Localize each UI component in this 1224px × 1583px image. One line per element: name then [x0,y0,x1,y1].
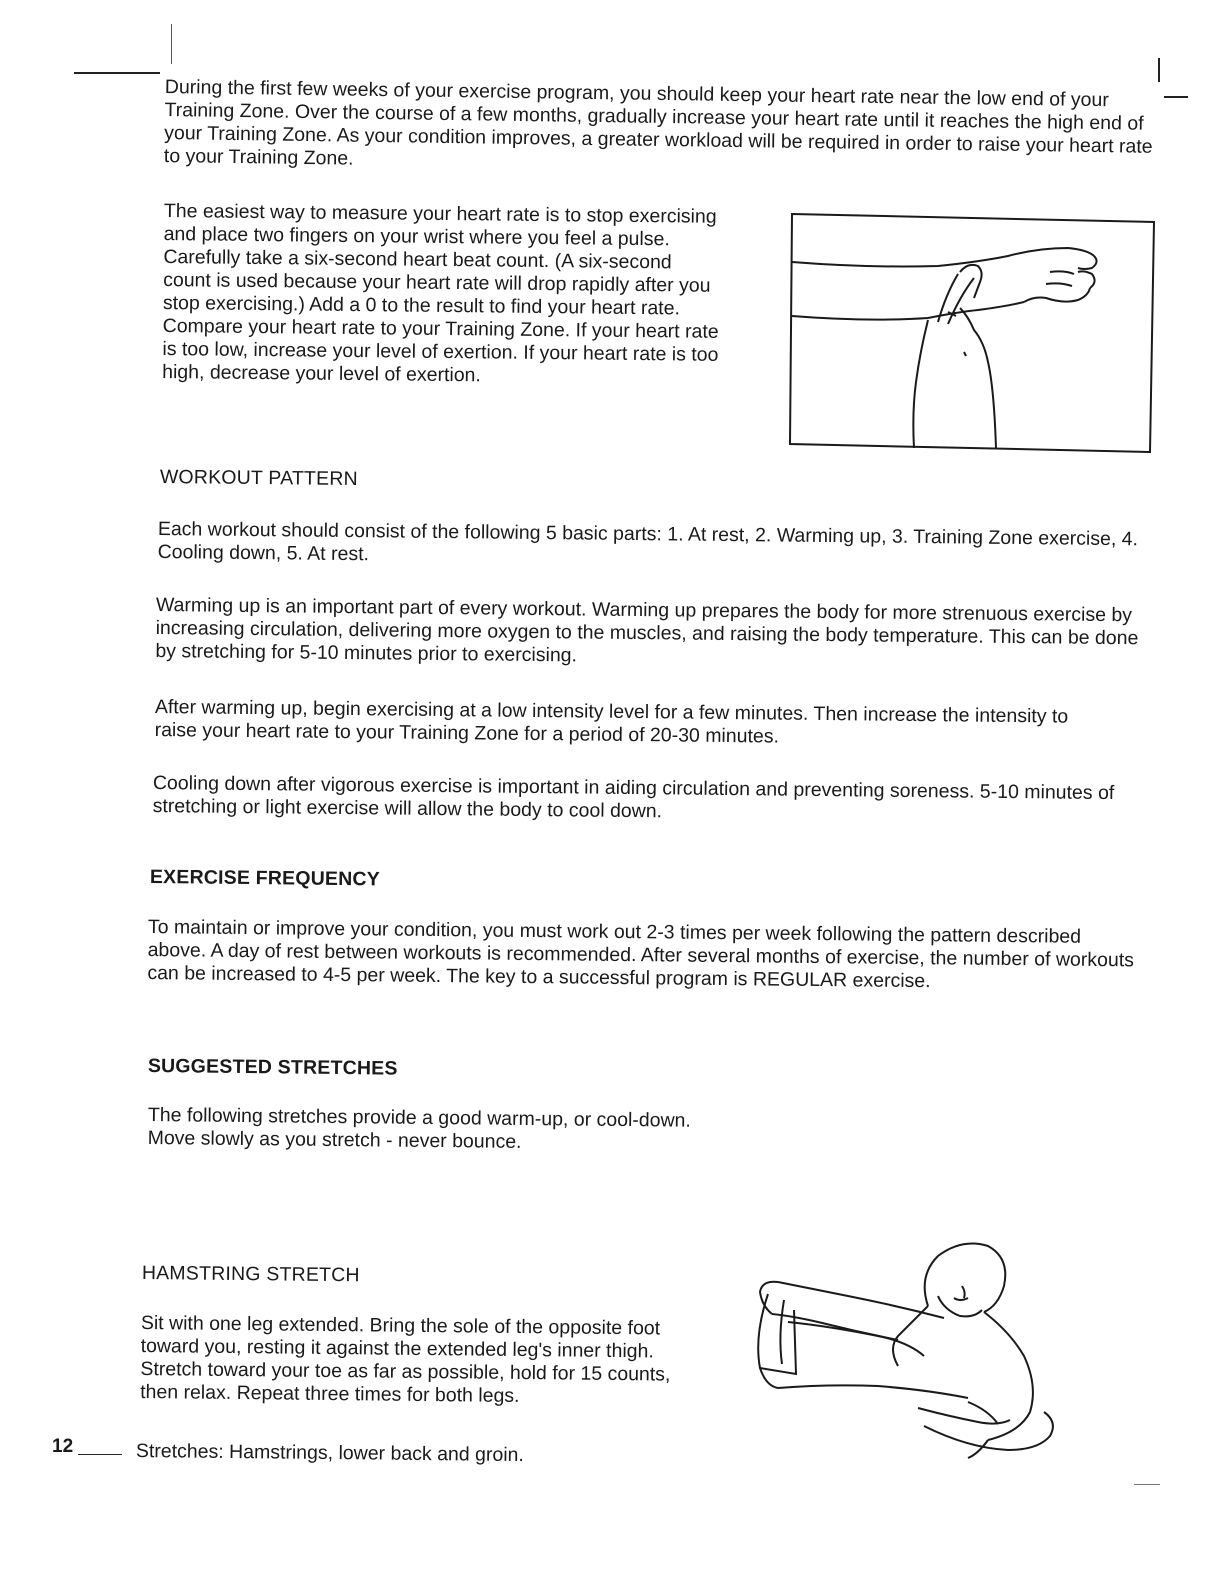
hamstring-stretch-figure [748,1236,1068,1472]
workout-paragraph-1: Each workout should consist of the following 5 basic parts: 1. At rest, 2. Warming up, 3. Training Zone exercise, 4. Cooling down, 5. At rest. [157,518,1139,566]
left-margin-rule [74,72,160,74]
page-number-rule [78,1454,122,1455]
right-margin-rule [1164,96,1188,98]
pulse-paragraph: The easiest way to measure your heart rate is to stop exercising and place two fingers on your wrist where you feel a pulse. Carefully take a six-second heart beat count. (A six-second count is used because your heart rate will drop rapidly after you stop exercising.) Add a 0 to the result to find your heart rate. Compare your heart rate to your Training Zone. If your heart rate is too low, increase your level of exertion. If your heart rate is too high, decrease your level of exertion. [162,200,719,387]
page-number [52,1436,73,1458]
right-margin-mark [1158,58,1160,82]
stretching-person-icon [748,1236,1068,1472]
workout-paragraph-2: Warming up is an important part of every workout. Warming up prepares the body for more strenuous exercise by increasing circulation, delivering more oxygen to the muscles, and raising the body temperature. This can be done by stretching for 5-10 minutes prior to exercising. [155,594,1139,667]
hamstring-caption: Stretches: Hamstrings, lower back and groin. [135,1440,524,1467]
frequency-heading: EXERCISE FREQUENCY [149,866,381,891]
stretches-heading: SUGGESTED STRETCHES [147,1055,398,1080]
frequency-paragraph: To maintain or improve your condition, you must work out 2-3 times per week following the pattern described above. A day of rest between workouts is recommended. After several months of exercise, the number of workouts can be increased to 4-5 per week. The key to a successful program is REGULAR exercise. [147,916,1135,993]
intro-paragraph: During the first few weeks of your exercise program, you should keep your heart rate near the low end of your Training Zone. Over the course of a few months, gradually increase your heart rate until it reaches the high end of your Training Zone. As your condition improves, a greater workload will be required in order to raise your heart rate to your Training Zone. [163,76,1153,170]
top-mark [171,24,172,64]
hamstring-paragraph: Sit with one leg extended. Bring the sole of the opposite foot toward you, resting it against the extended leg's inner thigh. Stretch toward your toe as far as possible, hold for 15 counts, then relax. Repeat three times for both legs. [140,1312,671,1407]
page-number-value: 12 [52,1436,74,1457]
workout-paragraph-4: Cooling down after vigorous exercise is important in aiding circulation and preventing soreness. 5-10 minutes of stretching or light exercise will allow the body to cool down. [152,772,1115,823]
hamstring-heading: HAMSTRING STRETCH [141,1262,360,1287]
wrist-pulse-icon [788,212,1156,454]
bottom-right-mark [1134,1484,1160,1485]
stretches-paragraph: The following stretches provide a good warm-up, or cool-down. Move slowly as you stretch - never bounce. [147,1104,692,1153]
wrist-pulse-figure [788,212,1156,454]
workout-paragraph-3: After warming up, begin exercising at a low intensity level for a few minutes. Then increase the intensity to raise your heart rate to your Training Zone for a period of 20-30 minutes. [154,696,1069,748]
workout-heading: WORKOUT PATTERN [159,466,358,491]
